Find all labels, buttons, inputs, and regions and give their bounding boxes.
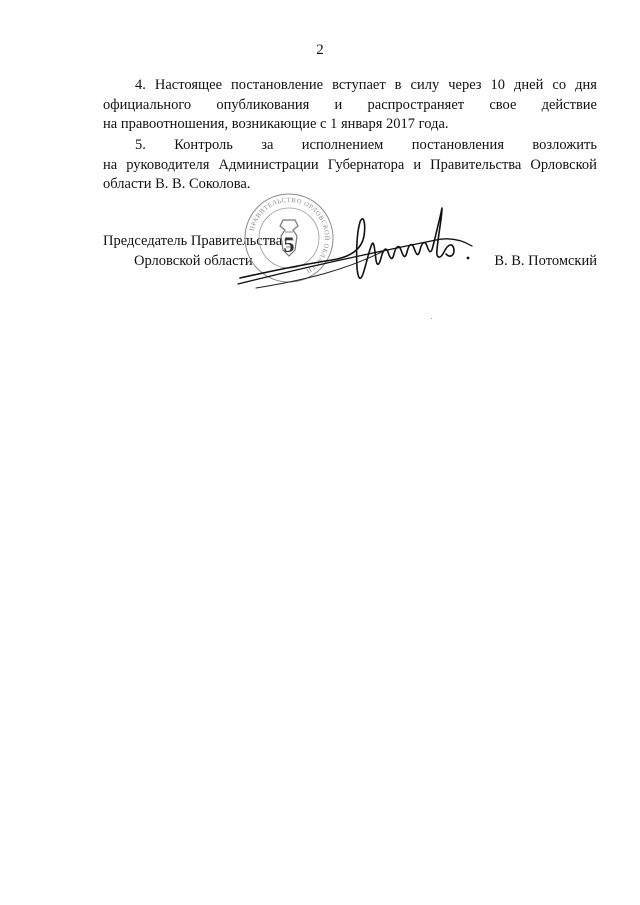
signatory-name: В. В. Потомский bbox=[494, 253, 597, 269]
word: возложить bbox=[532, 137, 597, 153]
word: области В. В. Соколова. bbox=[103, 176, 251, 192]
word: вступает bbox=[332, 77, 386, 93]
word: 10 bbox=[490, 77, 506, 93]
word: и bbox=[334, 96, 343, 113]
word: Администрации bbox=[218, 156, 319, 173]
word: действие bbox=[541, 96, 597, 113]
word: постановление bbox=[231, 77, 324, 93]
word: дней bbox=[514, 77, 544, 93]
word: дня bbox=[575, 77, 597, 93]
word: Орловской bbox=[530, 156, 597, 173]
paragraph-line bbox=[103, 156, 597, 176]
handwritten-signature bbox=[236, 200, 476, 295]
word: силу bbox=[410, 77, 440, 93]
svg-text:5: 5 bbox=[283, 232, 295, 257]
paragraph-5 bbox=[103, 136, 597, 195]
scan-speck bbox=[431, 318, 432, 319]
word: опубликования bbox=[216, 96, 310, 113]
word: со bbox=[552, 77, 567, 93]
word: на bbox=[103, 156, 118, 173]
word: Контроль bbox=[174, 137, 233, 153]
word: распространяет bbox=[367, 96, 465, 113]
word: свое bbox=[489, 96, 517, 113]
position-region: Орловской области bbox=[134, 253, 253, 269]
word: Губернатора bbox=[327, 156, 405, 173]
page-number: 2 bbox=[316, 42, 324, 58]
position-title: Председатель Правительства bbox=[103, 233, 283, 249]
word: официального bbox=[103, 96, 192, 113]
word: Правительства bbox=[430, 156, 522, 173]
svg-text:ПРАВИТЕЛЬСТВО ОРЛОВСКОЙ ОБЛАСТ: ПРАВИТЕЛЬСТВО ОРЛОВСКОЙ ОБЛАСТИ bbox=[248, 196, 331, 275]
word: через bbox=[448, 77, 482, 93]
word: и bbox=[413, 156, 422, 173]
paragraph-line bbox=[103, 115, 597, 135]
paragraph-4 bbox=[103, 76, 597, 135]
word: за bbox=[261, 137, 274, 153]
paragraph-line bbox=[103, 96, 597, 116]
paragraph-line bbox=[103, 175, 597, 195]
word: постановления bbox=[411, 137, 504, 153]
paragraph-line bbox=[103, 76, 597, 96]
word: Настоящее bbox=[154, 77, 223, 93]
word: исполнением bbox=[301, 137, 384, 153]
word: 5. bbox=[135, 137, 146, 153]
word: 4. bbox=[135, 77, 146, 93]
word: руководителя bbox=[126, 156, 210, 173]
word: на правоотношения, возникающие с 1 января 2017 года. bbox=[103, 116, 449, 132]
paragraph-line bbox=[103, 136, 597, 156]
word: в bbox=[394, 77, 402, 93]
